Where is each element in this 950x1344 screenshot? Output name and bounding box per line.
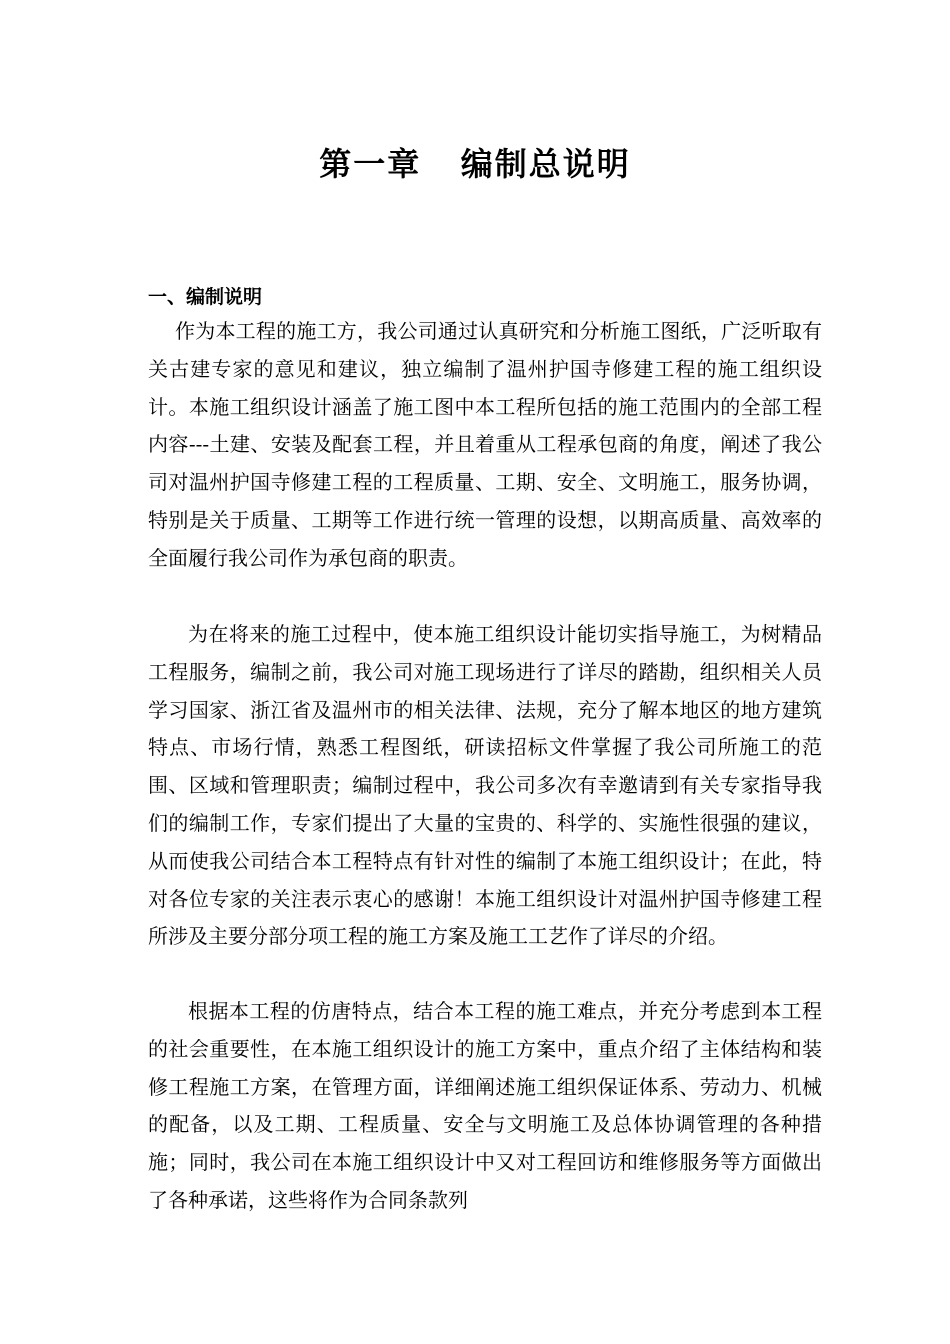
body-paragraph-3: 根据本工程的仿唐特点，结合本工程的施工难点，并充分考虑到本工程的社会重要性，在本施工组织设计的施工方案中，重点介绍了主体结构和装修工程施工方案，在管理方面，详细阐述施工组织保证体系、劳动力、机械的配备，以及工期、工程质量、安全与文明施工及总体协调管理的各种措施；同时，我公司在本施工组织设计中又对工程回访和维修服务等方面做出了各种承诺，这些将作为合同条款列 <box>148 999 822 1212</box>
body-paragraph-2: 为在将来的施工过程中，使本施工组织设计能切实指导施工，为树精品工程服务，编制之前，我公司对施工现场进行了详尽的踏勘，组织相关人员学习国家、浙江省及温州市的相关法律、法规，充分了解本地区的地方建筑特点、市场行情，熟悉工程图纸，研读招标文件掌握了我公司所施工的范围、区域和管理职责；编制过程中，我公司多次有幸邀请到有关专家指导我们的编制工作，专家们提出了大量的宝贵的、科学的、实施性很强的建议，从而使我公司结合本工程特点有针对性的编制了本施工组织设计；在此，特对各位专家的关注表示衷心的感谢！本施工组织设计对温州护国寺修建工程所涉及主要分部分项工程的施工方案及施工工艺作了详尽的介绍。 <box>148 622 822 949</box>
body-paragraph-1: 作为本工程的施工方，我公司通过认真研究和分析施工图纸，广泛听取有关古建专家的意见和建议，独立编制了温州护国寺修建工程的施工组织设计。本施工组织设计涵盖了施工图中本工程所包括的施工范围内的全部工程内容---土建、安装及配套工程，并且着重从工程承包商的角度，阐述了我公司对温州护国寺修建工程的工程质量、工期、安全、文明施工，服务协调，特别是关于质量、工期等工作进行统一管理的设想，以期高质量、高效率的全面履行我公司作为承包商的职责。 <box>148 319 822 570</box>
section-heading: 一、编制说明 <box>148 286 263 308</box>
chapter-title: 第一章 编制总说明 <box>319 145 631 183</box>
